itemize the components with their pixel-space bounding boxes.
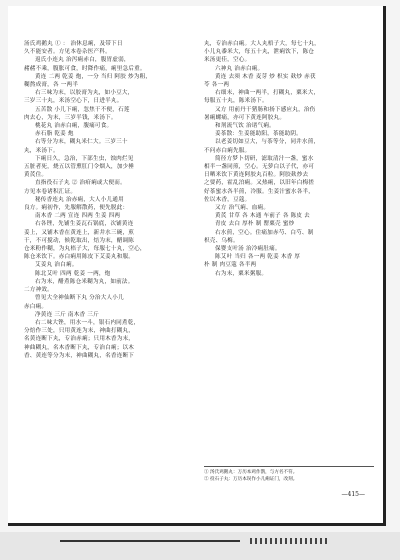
text-line: 好茶蜜水各半煎，冷服。生姜汁蜜水各半， [204,188,315,195]
text-columns [24,40,374,465]
text-line: 陈北艾叶 四两 乾姜 一两，炮 [35,270,111,277]
text-line: 五脏者死，烧五以管熏肛门令烟入，加少捶 [24,164,135,171]
text-line: 米汤更佳，空心。 [204,57,251,64]
text-line: 每服五十丸，陈米汤下。 [204,98,268,105]
text-line: 三岁三十丸，米汤空心下，日进半丸。 [24,98,123,105]
text-line: 右各锉，先铺生姜瓦石锅底，次铺黄连 [35,221,134,228]
text-line: 陈仓米饮下。赤白痢用陈皮下艾姜丸和服。 [24,254,135,261]
text-line: 相半一盏同煎，空心。无萝白以子代，亦可 [204,164,315,171]
text-line: 姜上，又铺木香在黄连上，新井水三碗，煎 [24,229,135,236]
text-line: 仓米粉作糊，为丸梧子大，每服七十丸，空心， [24,246,146,253]
scan-rule [60,540,240,542]
text-line: 丸，米汤下。 [24,147,59,154]
footnote: ② 役石子丸：万历本误作小儿痢证门，改刻。 [204,477,298,482]
footnote: ① 汤氏鸡鹅丸：万历本鸡作鹊，与方名不符。 [204,470,298,475]
footnotes [204,466,374,483]
text-line: 良方。痢初作，先服解散药，便先脱此： [24,205,129,212]
text-line: 净黄连 三斤 南木香 三斤 [35,311,99,318]
text-line: 名黄连断下丸，专治赤痢；只用木香为末， [24,336,135,343]
right-column [204,40,374,465]
text-line: 陈艾叶 当归 各一两 乾姜 木香 厚 [215,254,301,261]
text-line: 五苦散 小儿下痢，忽焦干不便，石莲 [35,106,130,113]
text-line: 暑痢螺痛，亦可下黄连阿胶丸。 [204,114,286,121]
text-line: 右等分为末，糊丸米仁大。三岁三十 [35,139,128,146]
text-line: 日晒米饮下黄连阿胶丸百粒。阿胶麸炒去 [204,172,309,179]
text-line: 黄连 去须 木香 麦芽 炒 枳实 麸炒 赤茯 [215,73,316,80]
text-line: 丸，专治赤白痢。大人丸梧子大，每七十丸， [204,41,320,47]
text-line: 黄连 二两 乾姜 炮，一分 当归 阿胶 炒为粗， [35,73,152,80]
text-line: 赤白痢。 [24,303,48,310]
text-line: 六神丸 治赤白痢。 [215,65,264,72]
text-line: 南木香 二两 宣连 四两 生姜 四两 [35,213,121,220]
text-line: 佐以木香，豆蔻。 [204,196,251,203]
scan-bottom-strip [0,532,400,560]
text-line: 保婴支叶汤 治冷痢肚痛。 [215,246,281,253]
text-line: 香、黄连等分为末，神曲糊丸，名香连断下 [24,352,135,359]
text-line: 和剂流气饮 治诸气痢。 [215,123,275,130]
text-line: 青皮 去白 厚朴 制 罂粟壳 蜜炒 [215,221,295,228]
text-line: 以老姜切如豆大，与茶等分，同井水煎， [215,139,320,146]
text-line: 返氏小连丸 治泻痢赤白，腹胃虚弱， [35,57,130,64]
text-line: 不问赤白痢先服。 [204,147,251,154]
text-line: 赤石脂 乾姜 炮 [35,131,74,138]
text-line: 之要药，霍乱泊痢。又热痢，以旧年白梅搓 [204,180,315,187]
text-line: 枳壳、乌梅。 [204,237,239,244]
text-line: 二方神效。 [24,287,53,294]
text-line: 下痢日久，急治，下部生虫，蚀肉烂见 [35,155,134,162]
text-line: 朴 制 肉豆蔻 各半两 [204,262,257,269]
text-line: 干，不可搅动，候乾取出，焙为末，醋调陈 [24,237,135,244]
text-line: 姜茶散：生姜能助阳，茶能助阴。 [215,131,302,138]
book-page [8,6,386,526]
text-line: 黄芪住。 [24,172,48,179]
text-line: 分焙作三处，只用黄连为末，神曲打糊丸， [24,328,135,335]
text-line: 久不能安者。方见本卷杂医产科。 [24,49,111,56]
text-line: 赭赭不乘，腹胀可食，时降作痛，痢里急后重。 [24,65,146,72]
text-line: 小儿丸黍米大，每五十丸，泄痢饮下，陈仓 [204,49,315,56]
text-line: 右二味大锉，用水一斗，银石内同煮乾， [35,319,140,326]
text-line: 又方 治气痢、血痢。 [215,205,270,212]
text-line: 右水煎，空心。住痛加赤芍、白芍、制 [215,229,314,236]
text-line: 直指役石子丸 ② 治疳痢或大便而。 [35,180,126,187]
text-line: 桃花丸 治赤白痢，腹痛可食。 [35,123,113,130]
text-line: 又方 用前丹干猪肠和扬下感应丸，治伤 [215,106,316,113]
page-number: —415— [341,491,365,498]
text-line: 右为末，粟米粥服。 [215,270,268,277]
text-line: 右三味为末，以胶膏为丸，如小豆大， [35,90,134,97]
text-line: 曾见大全神仙断下丸 分治大人小儿 [35,295,124,302]
text-line: 汤氏鸡鹅丸 ① ： 治休息痢，及带下日 [24,41,123,47]
text-line: 黄芪 甘草 各 木通 车前子 各 陈皮 去 [215,213,310,220]
text-line: 肉去心，为末，三岁半钱，米汤下。 [24,114,117,121]
text-line: 秘传香连丸 治赤痢，大人小儿通用 [35,196,124,203]
scan-dots [250,538,330,544]
text-line: 神曲糊丸，名木香断下丸，专治白痢；以木 [24,344,135,351]
text-line: 方见本卷诸积汇证。 [24,188,77,195]
text-line: 简径方梦卜切研，滤取清汁一盏，蜜水 [215,155,314,162]
text-line: 右细末，神曲一两半，打糊丸，粟米大， [215,90,320,97]
text-line: 右为末，醋煮陈仓米糊为丸，如前法。 [35,278,134,285]
left-column [24,40,194,465]
text-line: 艾姜丸 治白痢。 [35,262,78,269]
text-line: 苓 各一两 [204,82,230,89]
text-line: 糊熬成膏，各 一两半 [24,82,79,89]
